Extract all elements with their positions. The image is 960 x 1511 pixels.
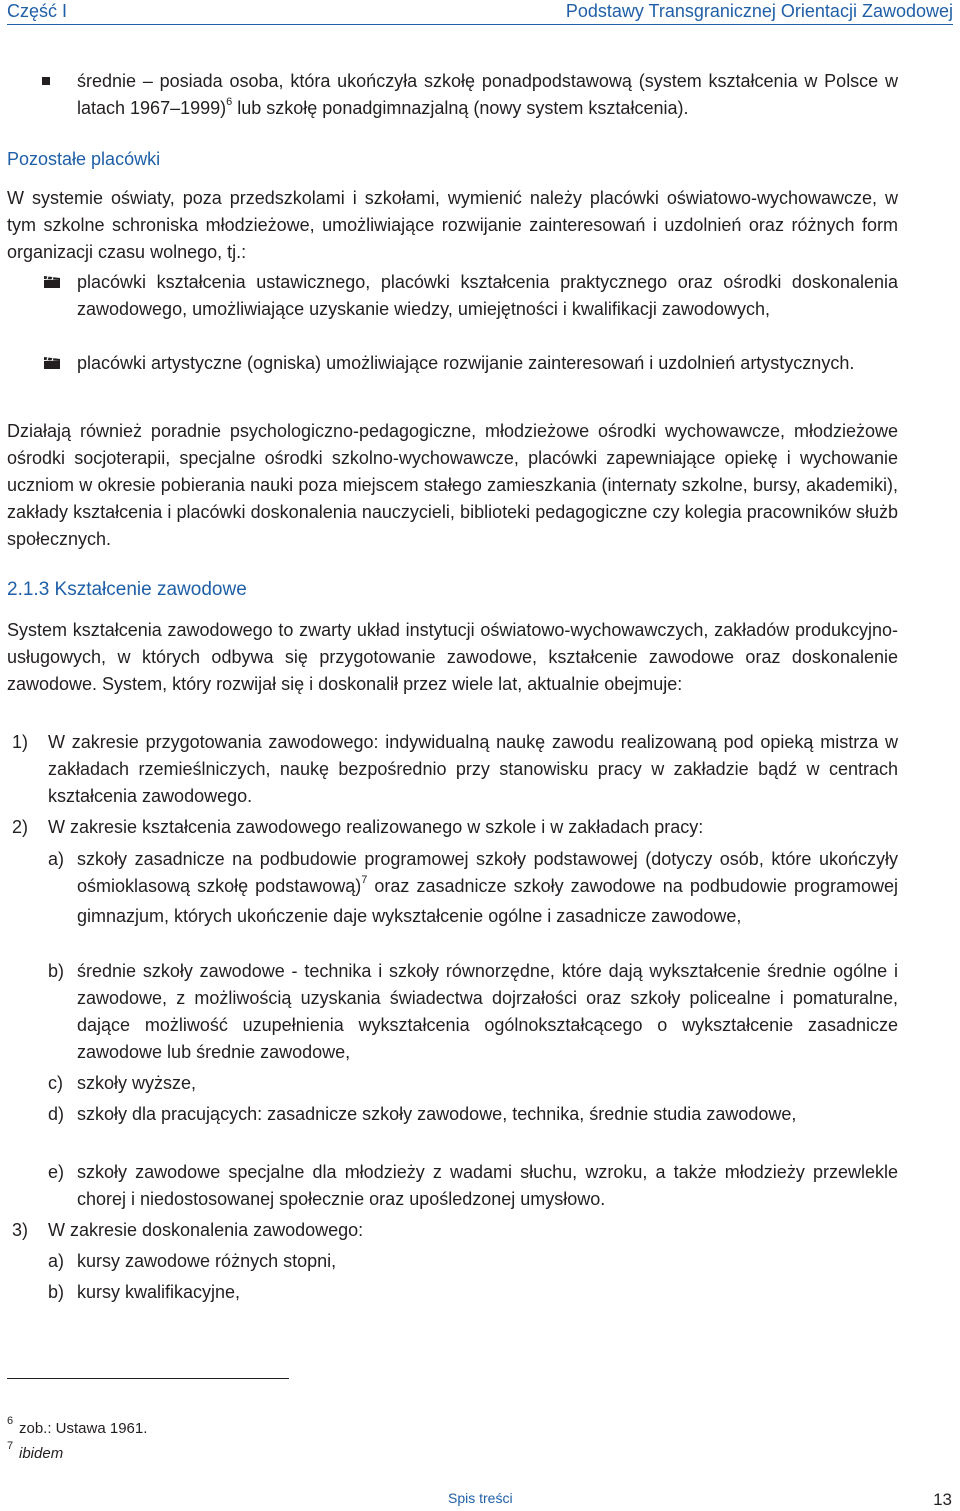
- section-heading: Pozostałe placówki: [7, 149, 161, 169]
- numbered-item-text: W zakresie doskonalenia zawodowego:: [48, 1220, 364, 1240]
- section-heading: 2.1.3 Kształcenie zawodowe: [7, 579, 247, 600]
- numbered-item: [7, 729, 898, 810]
- sub-item-letter: d): [48, 1104, 65, 1124]
- sub-item: [7, 846, 898, 930]
- sub-item: [7, 1101, 898, 1128]
- numbered-item-text: W zakresie przygotowania zawodowego: indywidualną naukę zawodu realizowaną pod opieką mistrza w zakładach rzemieślniczych, naukę bezpośrednio przy stanowisku pracy w zakładzie bądź w centrach kształcenia zawodowego.: [48, 732, 898, 806]
- paragraph: Działają również poradnie psychologiczno-pedagogiczne, młodzieżowe ośrodki wychowawcze, młodzieżowe ośrodki socjoterapii, specjalne ośrodki szkolno-wychowawcze, placówki zapewniające opiekę i wychowanie uczniom w okresie pobierania nauki poza miejscem stałego zamieszkania (internaty szkolne, bursy, akademiki), zakłady kształcenia i placówki doskonalenia nauczycieli, biblioteki pedagogiczne czy kolegia pracowników służb społecznych.: [7, 421, 898, 549]
- footnote-number: 7: [7, 1440, 14, 1452]
- sub-item-text: szkoły zawodowe specjalne dla młodzieży z wadami słuchu, wzroku, a także młodzieży przewlekle chorej i niedostosowanej społecznie oraz upośledzonej umysłowo.: [77, 1162, 898, 1209]
- sub-item: [7, 1070, 898, 1097]
- sub-item-text: szkoły wyższe,: [77, 1073, 197, 1093]
- sub-item-letter: e): [48, 1162, 65, 1182]
- list-item: [7, 269, 898, 323]
- footnote-text: zob.: Ustawa 1961.: [19, 1420, 148, 1437]
- item-number: 1): [12, 732, 29, 752]
- list-item-text: placówki artystyczne (ogniska) umożliwiające rozwijanie zainteresowań i uzdolnień artystycznych.: [77, 353, 855, 373]
- sub-item-letter: c): [48, 1073, 63, 1093]
- sub-item-letter: b): [48, 961, 65, 981]
- list-item: [7, 350, 898, 377]
- list-item-text-cont: lub szkołę ponadgimnazjalną (nowy system kształcenia).: [232, 98, 689, 118]
- page-header: [7, 0, 953, 25]
- sub-item-text-cont: oraz zasadnicze szkoły zawodowe na podbudowie programowej gimnazjum, których ukończenie daje wykształcenie ogólne i zasadnicze zawodowe,: [77, 876, 898, 926]
- footnote: [7, 1440, 64, 1463]
- sub-item: [7, 1159, 898, 1213]
- paragraph: W systemie oświaty, poza przedszkolami i szkołami, wymienić należy placówki oświatowo-wychowawcze, w tym szkolne schroniska młodzieżowe, umożliwiające rozwijanie zainteresowań i uzdolnień oraz różnych form organizacji czasu wolnego, tj.:: [7, 188, 898, 262]
- footnote-divider: [7, 1378, 289, 1379]
- item-number: 3): [12, 1220, 29, 1240]
- sub-item-letter: b): [48, 1282, 65, 1302]
- clapperboard-bullet-icon: [44, 276, 60, 288]
- numbered-item: [7, 1217, 898, 1244]
- footnote: [7, 1415, 148, 1438]
- list-item: [7, 68, 898, 125]
- square-bullet-icon: [42, 77, 50, 85]
- clapperboard-bullet-icon: [44, 357, 60, 369]
- paragraph: System kształcenia zawodowego to zwarty układ instytucji oświatowo-wychowawczych, zakładów produkcyjno-usługowych, w których odbywa się przygotowanie zawodowe, kształcenie zawodowe oraz doskonalenie zawodowe. System, który rozwijał się i doskonalił przez wiele lat, aktualnie obejmuje:: [7, 620, 898, 694]
- list-item-text: placówki kształcenia ustawicznego, placówki kształcenia praktycznego oraz ośrodki doskonalenia zawodowego, umożliwiające uzyskanie wiedzy, umiejętności i kwalifikacji zawodowych,: [77, 272, 898, 319]
- numbered-item: [7, 814, 898, 841]
- header-document-title: Podstawy Transgranicznej Orientacji Zawodowej: [565, 1, 953, 21]
- sub-item-text: szkoły dla pracujących: zasadnicze szkoły zawodowe, technika, średnie studia zawodowe,: [77, 1104, 797, 1124]
- footnote-ref[interactable]: 7: [361, 874, 368, 886]
- sub-item-text: kursy zawodowe różnych stopni,: [77, 1251, 337, 1271]
- sub-item-text: szkoły zasadnicze na podbudowie programowej szkoły podstawowej (dotyczy osób, które ukończyły ośmioklasową szkołę podstawową): [77, 849, 898, 896]
- sub-item-letter: a): [48, 849, 65, 869]
- sub-item-letter: a): [48, 1251, 65, 1271]
- item-number: 2): [12, 817, 29, 837]
- numbered-item-text: W zakresie kształcenia zawodowego realizowanego w szkole i w zakładach pracy:: [48, 817, 704, 837]
- footnote-text: ibidem: [19, 1445, 64, 1462]
- footnote-number: 6: [7, 1415, 14, 1427]
- sub-item: [7, 958, 898, 1066]
- sub-item-text: średnie szkoły zawodowe - technika i szkoły równorzędne, które dają wykształcenie średnie ogólne i zawodowe, z możliwością uzyskania świadectwa dojrzałości oraz szkoły policealne i pomaturalne, dające możliwość uzupełnienia wykształcenia ogólnokształcącego o wykształcenie zasadnicze zawodowe lub średnie zawodowe,: [77, 961, 898, 1062]
- sub-item-text: kursy kwalifikacyjne,: [77, 1282, 241, 1302]
- table-of-contents-link[interactable]: Spis treści: [448, 1490, 513, 1506]
- page-number: 13: [933, 1490, 952, 1509]
- header-part-label: Część I: [7, 1, 68, 21]
- list-item-text: średnie – posiada osoba, która ukończyła szkołę ponadpodstawową (system kształcenia w Polsce w latach 1967–1999): [77, 71, 898, 118]
- sub-item: [7, 1279, 898, 1306]
- sub-item: [7, 1248, 898, 1275]
- footnote-ref[interactable]: 6: [226, 96, 233, 108]
